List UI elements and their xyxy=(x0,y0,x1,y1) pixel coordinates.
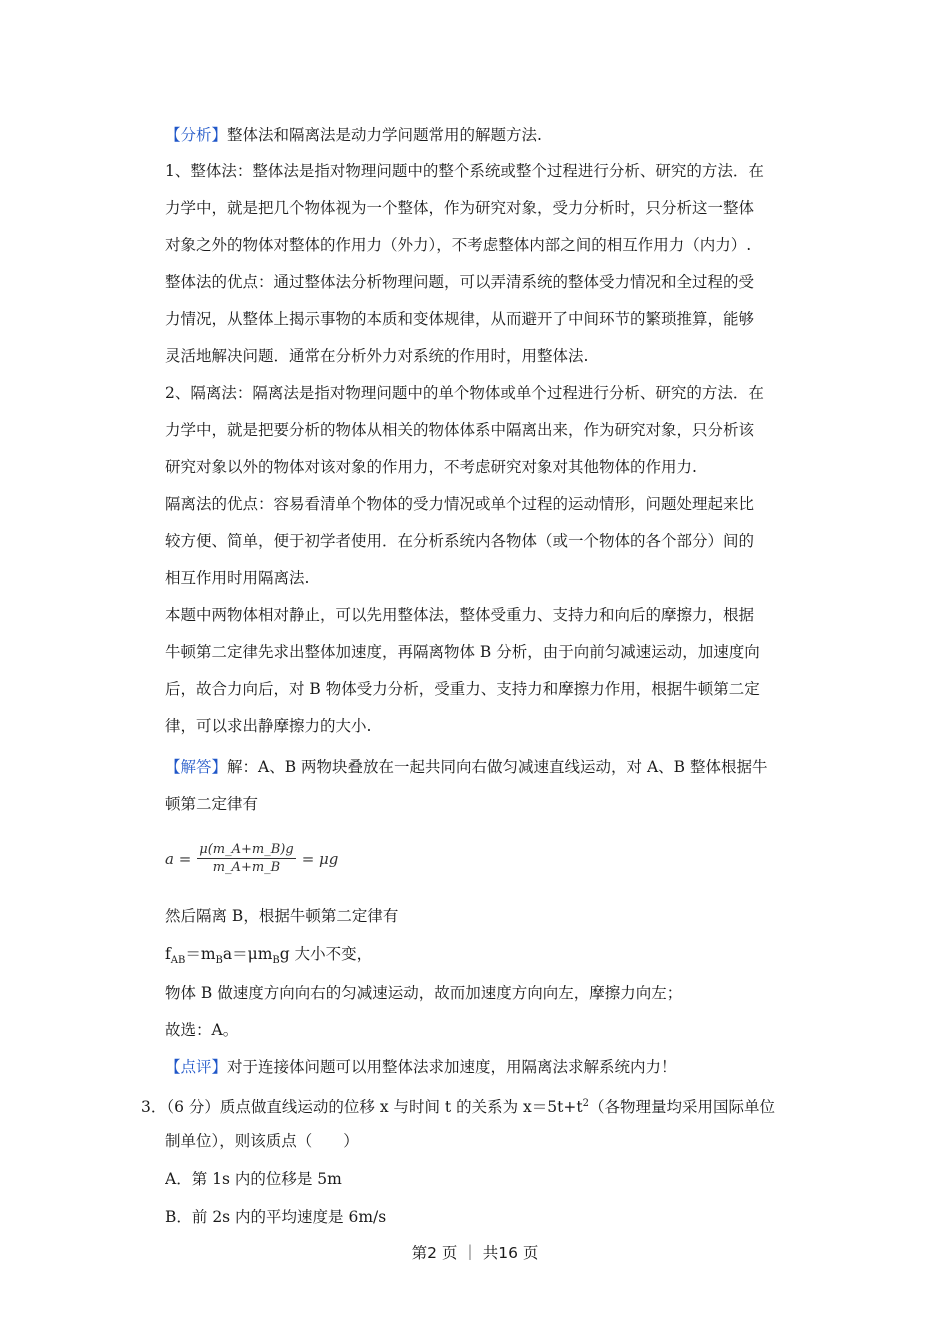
formula-rhs: = μg xyxy=(301,849,339,868)
analysis-line: 较方便、简单，便于初学者使用．在分析系统内各物体（或一个物体的各个部分）间的 xyxy=(165,532,755,550)
analysis-line: 律，可以求出静摩擦力的大小. xyxy=(165,717,372,735)
formula-denominator: m_A+m_B xyxy=(212,860,281,875)
analysis-line: 1、整体法：整体法是指对物理问题中的整个系统或整个过程进行分析、研究的方法．在 xyxy=(165,162,764,180)
review-line: 【点评】对于连接体问题可以用整体法求加速度，用隔离法求解系统内力！ xyxy=(165,1058,677,1076)
question-number: 3． xyxy=(141,1098,167,1117)
friction-equation: $f_{AB}=m_Ba=\mu m_Bg$ 大小不变， xyxy=(165,945,373,967)
analysis-tag: 【分析】 xyxy=(165,126,228,144)
analysis-line: 力学中，就是把几个物体视为一个整体，作为研究对象，受力分析时，只分析这一整体 xyxy=(165,199,755,217)
analysis-line: 对象之外的物体对整体的作用力（外力），不考虑整体内部之间的相互作用力（内力）. xyxy=(165,236,752,254)
analysis-line: 力学中，就是把要分析的物体从相关的物体体系中隔离出来，作为研究对象，只分析该 xyxy=(165,421,755,439)
formula-numerator: μ(m_A+m_B)g xyxy=(199,842,294,857)
answer-line: 然后隔离 B，根据牛顿第二定律有 xyxy=(165,907,399,925)
formula-lhs: a = xyxy=(165,849,192,868)
option-b[interactable]: B．前 2s 内的平均速度是 6m/s xyxy=(165,1208,387,1226)
answer-line: 【解答】解：A、B 两物块叠放在一起共同向右做匀减速直线运动，对 A、B 整体根据牛 xyxy=(165,758,768,776)
option-a[interactable]: A．第 1s 内的位移是 5m xyxy=(165,1170,342,1188)
review-tag: 【点评】 xyxy=(165,1058,228,1076)
analysis-line: 力情况，从整体上揭示事物的本质和变体规律，从而避开了中间环节的繁琐推算，能够 xyxy=(165,310,755,328)
analysis-intro: 【分析】整体法和隔离法是动力学问题常用的解题方法. xyxy=(165,126,542,144)
analysis-line: 隔离法的优点：容易看清单个物体的受力情况或单个过程的运动情形，问题处理起来比 xyxy=(165,495,755,513)
page-footer: 第2 页 ｜ 共16 页 xyxy=(411,1244,539,1262)
answer-line: 物体 B 做速度方向向右的匀减速运动，故而加速度方向向左，摩擦力向左； xyxy=(165,984,683,1002)
analysis-line: 牛顿第二定律先求出整体加速度，再隔离物体 B 分析，由于向前匀减速运动，加速度向 xyxy=(165,643,760,661)
analysis-line: 2、隔离法：隔离法是指对物理问题中的单个物体或单个过程进行分析、研究的方法．在 xyxy=(165,384,764,402)
analysis-line: 整体法的优点：通过整体法分析物理问题，可以弄清系统的整体受力情况和全过程的受 xyxy=(165,273,755,291)
answer-tag: 【解答】 xyxy=(165,758,228,776)
analysis-line: 相互作用时用隔离法. xyxy=(165,569,310,587)
question-3-stem: 3．（6 分）质点做直线运动的位移 x 与时间 t 的关系为 $x=5t+t^2$（各物理量均采用国际单位 xyxy=(141,1098,775,1117)
analysis-line: 本题中两物体相对静止，可以先用整体法，整体受重力、支持力和向后的摩擦力，根据 xyxy=(165,606,755,624)
answer-line: 顿第二定律有 xyxy=(165,795,259,813)
analysis-line: 研究对象以外的物体对该对象的作用力，不考虑研究对象对其他物体的作用力. xyxy=(165,458,697,476)
answer-line: 故选：A。 xyxy=(165,1021,239,1039)
question-3-stem-cont: 制单位），则该质点（ ） xyxy=(165,1132,359,1150)
acceleration-formula xyxy=(165,842,338,875)
formula-fraction xyxy=(197,842,295,875)
analysis-line: 灵活地解决问题．通常在分析外力对系统的作用时，用整体法. xyxy=(165,347,589,365)
analysis-line: 后，故合力向后，对 B 物体受力分析，受重力、支持力和摩擦力作用，根据牛顿第二定 xyxy=(165,680,760,698)
